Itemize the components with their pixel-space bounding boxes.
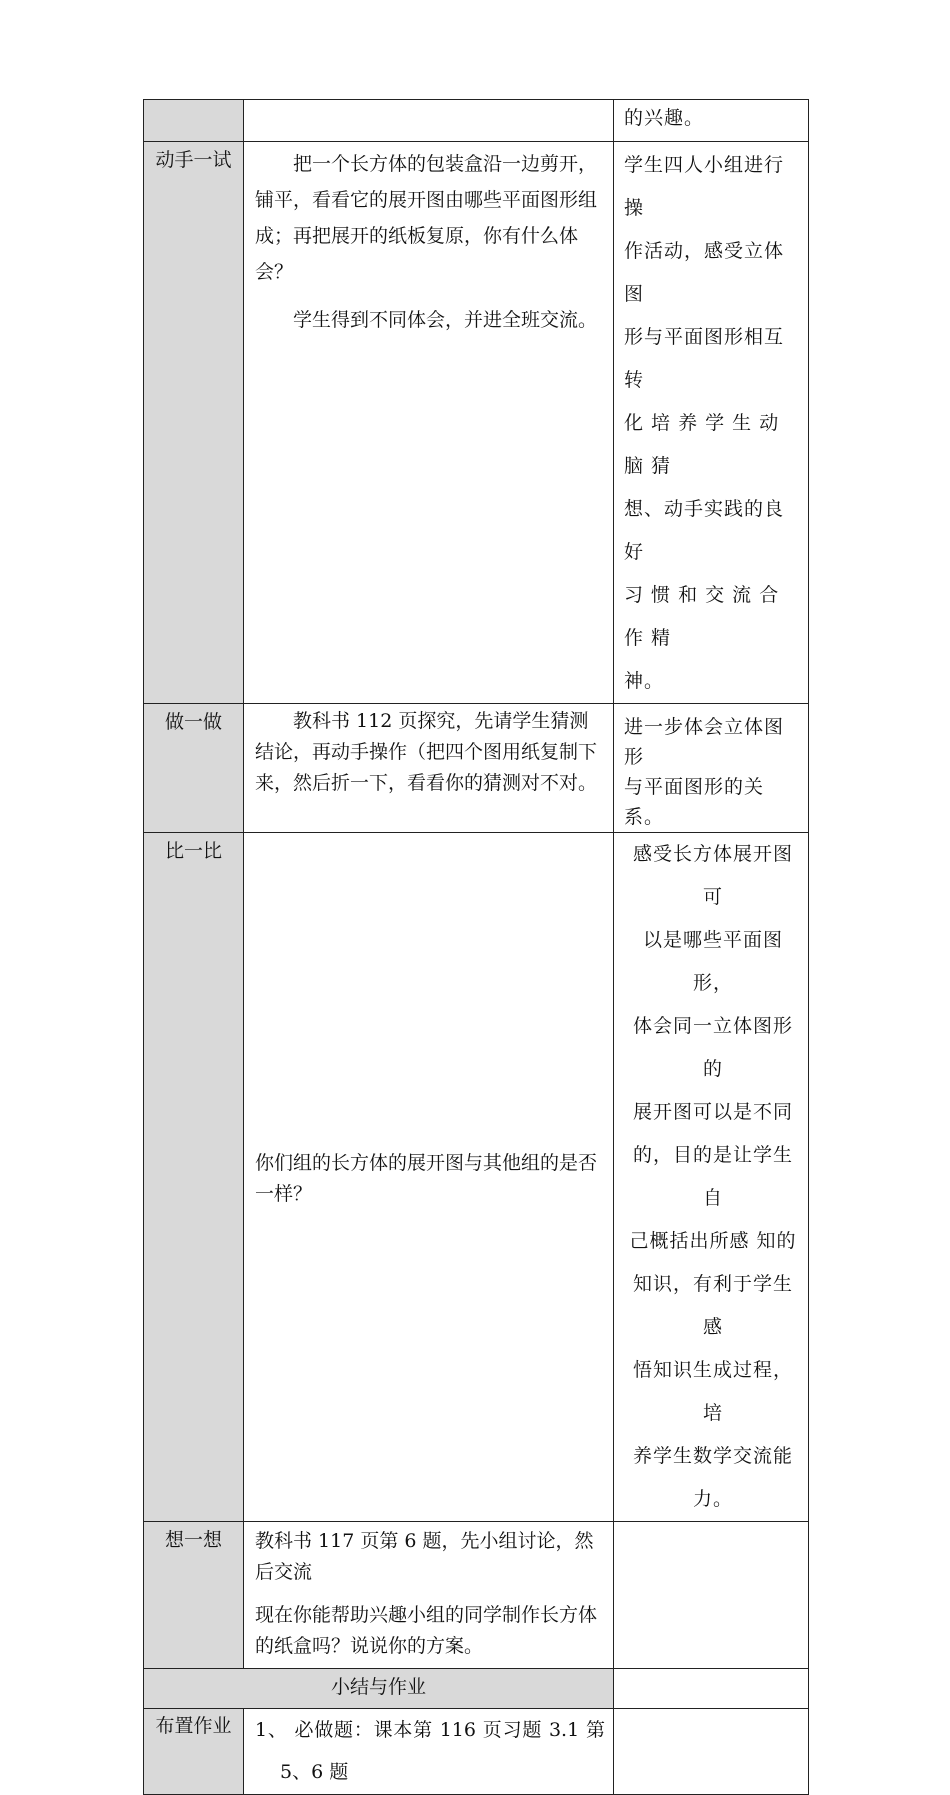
content-paragraph: 把一个长方体的包装盒沿一边剪开，铺平，看看它的展开图由哪些平面图形组成；再把展开的纸板复原，你有什么体会？	[255, 153, 598, 283]
content-cell	[244, 1522, 614, 1669]
purpose-line: 体会同一立体图形的	[632, 1015, 793, 1080]
purpose-cell-empty	[614, 1669, 809, 1709]
table-row	[144, 833, 809, 1522]
purpose-line: 己概括出所感 知的	[629, 1230, 797, 1252]
table-row	[144, 704, 809, 833]
table-row	[144, 142, 809, 704]
purpose-line: 作活动，感受立体图	[624, 240, 785, 305]
purpose-text: 的兴趣。	[624, 107, 705, 129]
row-label-xiangyixiang: 想一想	[144, 1522, 244, 1669]
purpose-line: 进一步体会立体图形	[624, 716, 785, 768]
purpose-line: 学生四人小组进行操	[624, 154, 785, 219]
purpose-line: 神。	[624, 670, 665, 692]
row-label-buzhizuoye: 布置作业	[144, 1709, 244, 1795]
content-paragraph: 教科书 112 页探究，先请学生猜测结论，再动手操作（把四个图用纸复制下来，然后折一下，看看你的猜测对不对。	[255, 710, 598, 794]
section-heading: 小结与作业	[144, 1669, 614, 1709]
purpose-cell-empty	[614, 1522, 809, 1669]
content-cell	[244, 1709, 614, 1795]
purpose-line: 想、动手实践的良好	[624, 498, 785, 563]
purpose-line: 悟知识生成过程，培	[632, 1359, 793, 1424]
table-row	[144, 1709, 809, 1795]
content-cell	[244, 704, 614, 833]
purpose-cell	[614, 833, 809, 1522]
purpose-line: 知识，有利于学生感	[632, 1273, 793, 1338]
label-cell-empty	[144, 100, 244, 142]
table-row	[144, 1522, 809, 1669]
purpose-line: 展开图可以是不同	[632, 1101, 793, 1123]
purpose-line: 感受长方体展开图可	[632, 843, 793, 908]
homework-line: 5、6 题	[280, 1761, 349, 1783]
purpose-cell	[614, 704, 809, 833]
purpose-line: 化 培 养 学 生 动 脑 猜	[624, 412, 780, 477]
row-label-zuoyizuo: 做一做	[144, 704, 244, 833]
table-row	[144, 100, 809, 142]
content-paragraph: 现在你能帮助兴趣小组的同学制作长方体的纸盒吗？说说你的方案。	[255, 1604, 598, 1657]
homework-line: 1、 必做题：课本第 116 页习题 3.1 第	[255, 1719, 605, 1741]
content-paragraph: 教科书 117 页第 6 题，先小组讨论，然后交流	[255, 1530, 594, 1583]
purpose-line: 以是哪些平面图形，	[642, 929, 783, 994]
content-cell	[244, 142, 614, 704]
purpose-line: 力。	[692, 1488, 733, 1510]
row-label-biyibi: 比一比	[144, 833, 244, 1522]
purpose-cell-empty	[614, 1709, 809, 1795]
table-row	[144, 1669, 809, 1709]
purpose-line: 习 惯 和 交 流 合 作 精	[624, 584, 780, 649]
purpose-cell	[614, 142, 809, 704]
lesson-plan-table	[143, 99, 809, 1795]
content-cell	[244, 833, 614, 1522]
content-paragraph: 你们组的长方体的展开图与其他组的是否一样？	[255, 1152, 598, 1205]
purpose-line: 形与平面图形相互转	[624, 326, 785, 391]
purpose-line: 养学生数学交流能	[632, 1445, 793, 1467]
purpose-cell	[614, 100, 809, 142]
content-cell-empty	[244, 100, 614, 142]
purpose-line: 的，目的是让学生自	[632, 1144, 793, 1209]
row-label-dongshou: 动手一试	[144, 142, 244, 704]
purpose-line: 与平面图形的关系。	[624, 776, 765, 828]
content-paragraph: 学生得到不同体会，并进全班交流。	[293, 309, 598, 331]
